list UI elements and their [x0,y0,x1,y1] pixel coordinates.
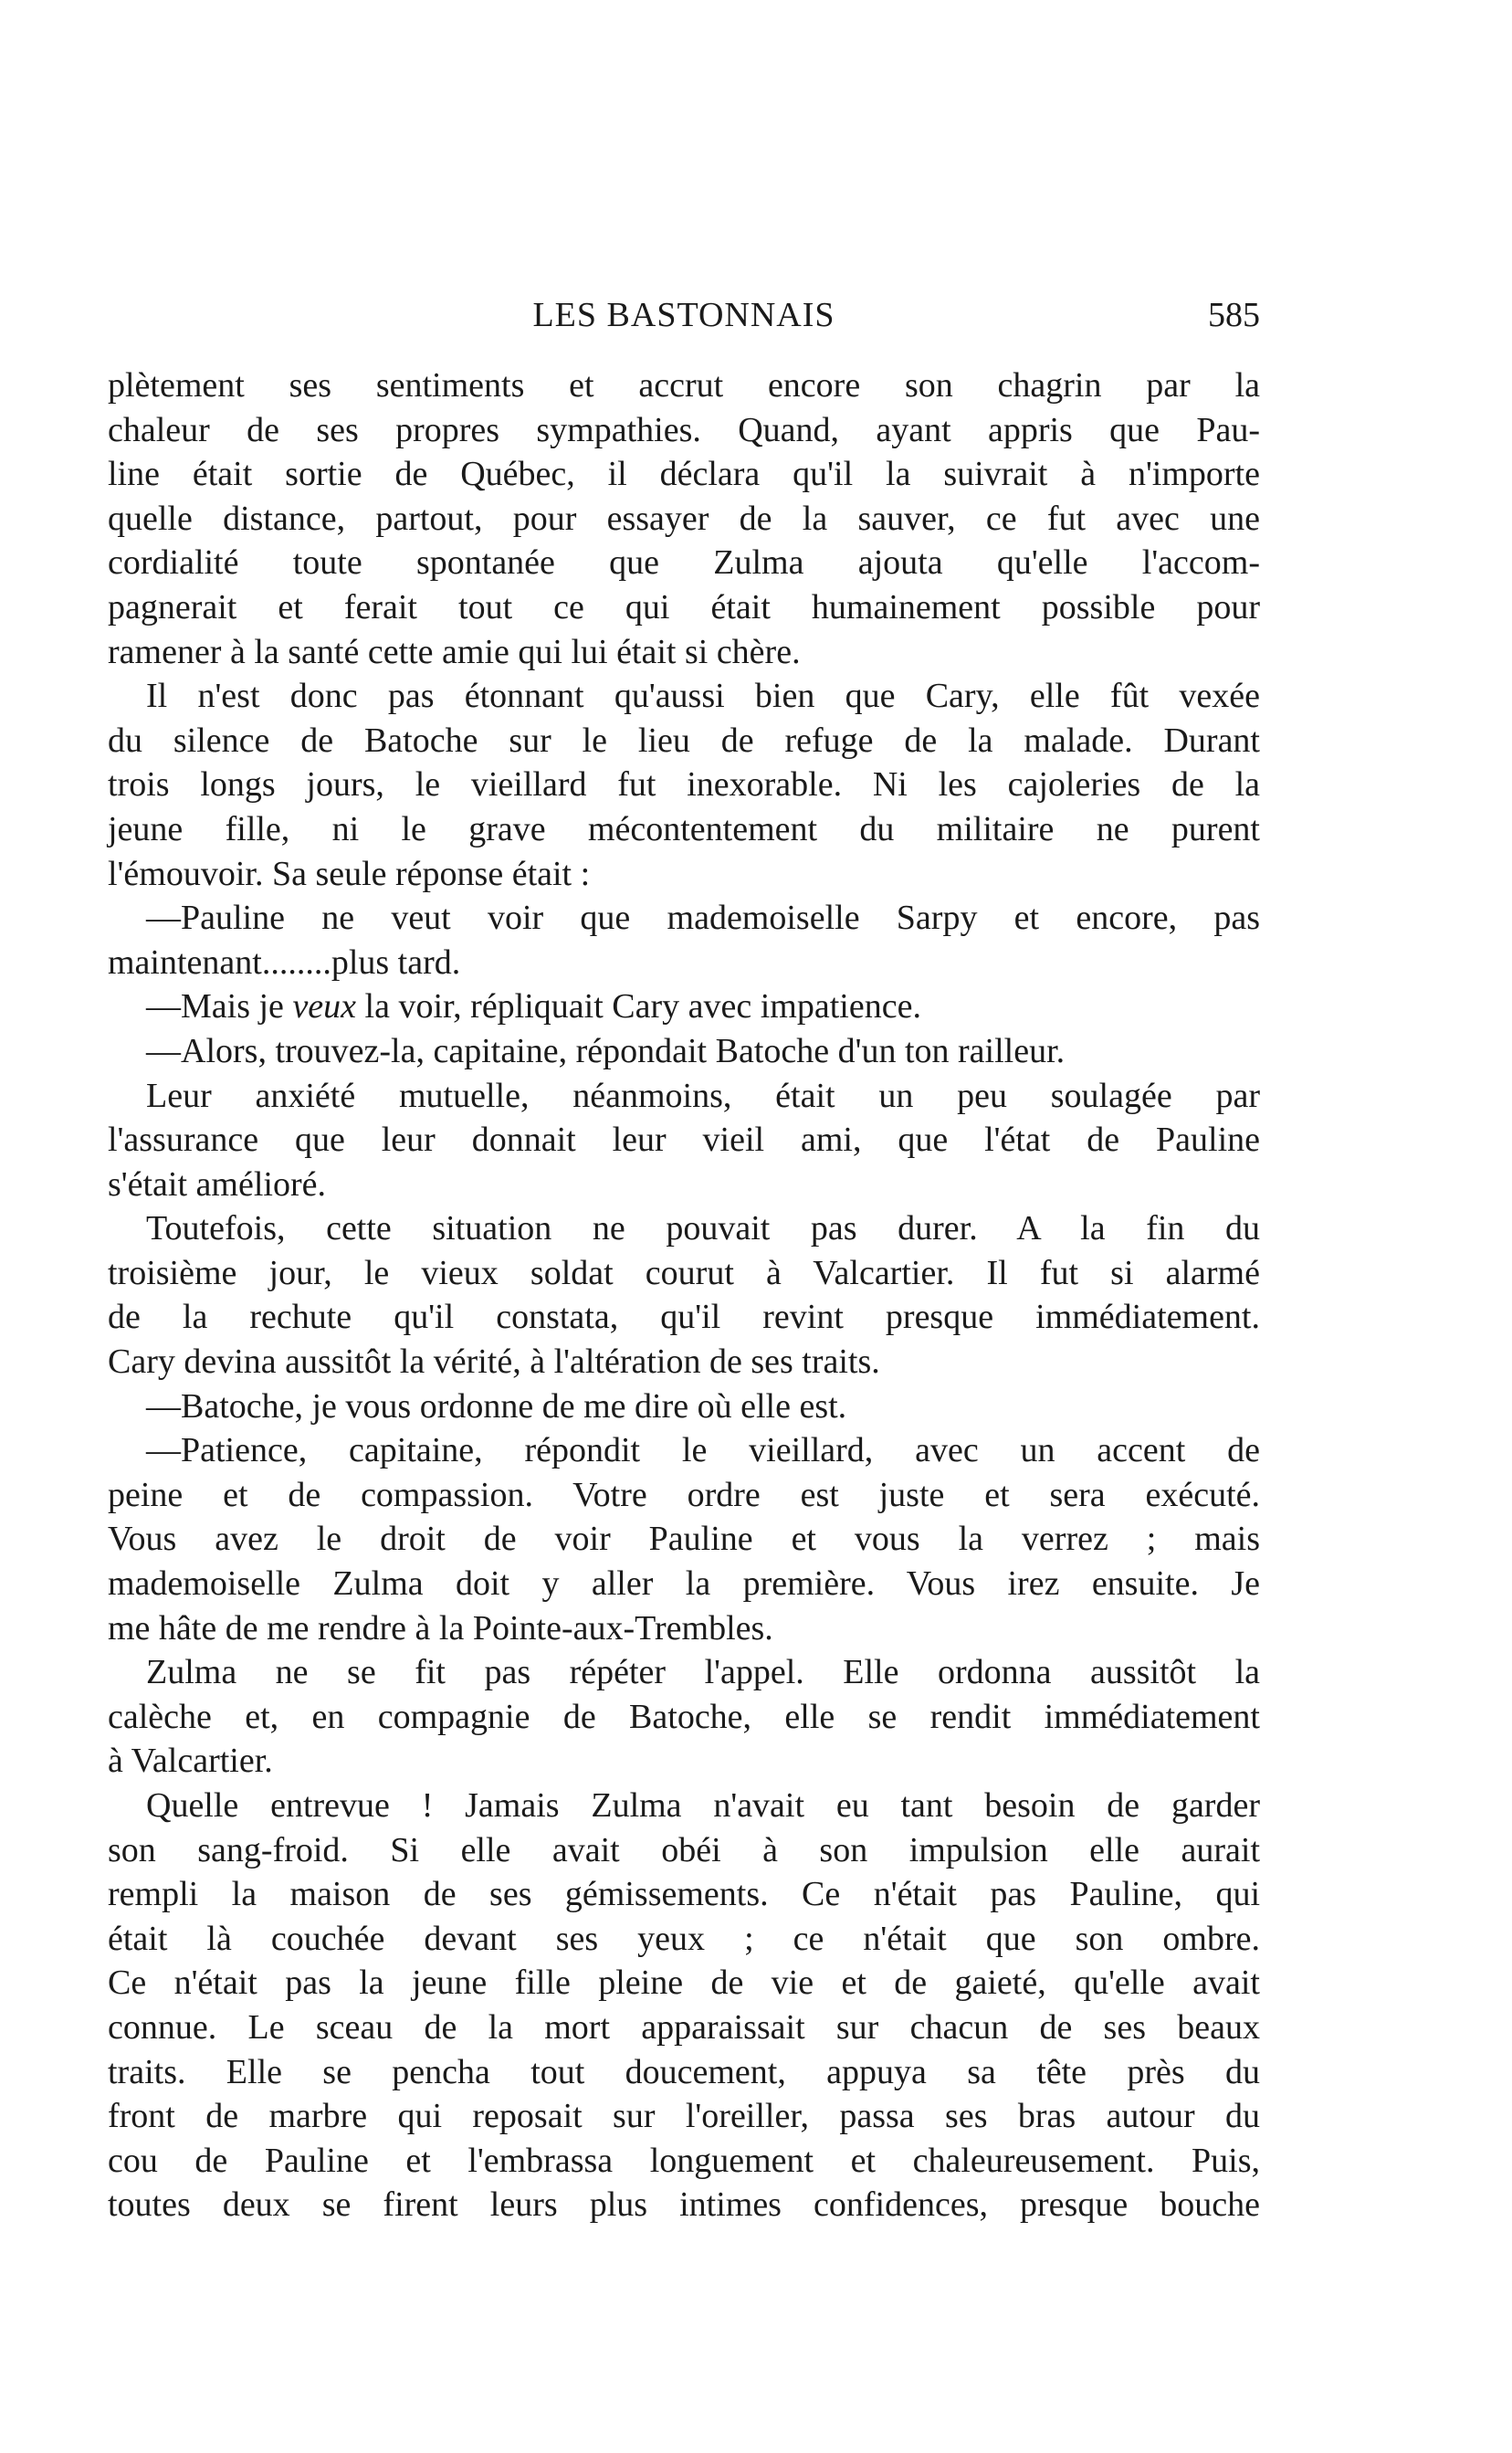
text-line: Il n'est donc pas étonnant qu'aussi bien que Cary, elle fût vexée [146,677,1260,716]
text-line: traits. Elle se pencha tout doucement, appuya sa tête près du [108,2052,1260,2091]
text-line: cou de Pauline et l'embrassa longuement et chaleureusement. Puis, [108,2141,1260,2180]
text-line: l'émouvoir. Sa seule réponse était : [108,854,591,893]
text-line: troisième jour, le vieux soldat courut à Valcartier. Il fut si alarmé [108,1253,1260,1292]
text-line: maintenant........plus tard. [108,942,461,982]
text-line: plètement ses sentiments et accrut encore son chagrin par la [108,366,1260,405]
text-line: Vous avez le droit de voir Pauline et vous la verrez ; mais [108,1520,1260,1559]
text-line: —Mais je veux la voir, répliquait Cary avec impatience. [146,987,921,1026]
text-line: de la rechute qu'il constata, qu'il revint presque immédiatement. [108,1298,1260,1337]
text-line: l'assurance que leur donnait leur vieil ami, que l'état de Pauline [108,1121,1260,1160]
text-line: —Pauline ne veut voir que mademoiselle Sarpy et encore, pas [146,899,1260,938]
text-line: pagnerait et ferait tout ce qui était humainement possible pour [108,587,1260,626]
text-line: toutes deux se firent leurs plus intimes confidences, presque bouche [108,2185,1260,2225]
text-line: Cary devina aussitôt la vérité, à l'altération de ses traits. [108,1342,880,1382]
text-line: line était sortie de Québec, il déclara qu'il la suivrait à n'importe [108,455,1260,494]
text-line: trois longs jours, le vieillard fut inexorable. Ni les cajoleries de la [108,765,1260,805]
text-line: du silence de Batoche sur le lieu de refuge de la malade. Durant [108,721,1260,760]
text-line: jeune fille, ni le grave mécontentement du militaire ne purent [108,809,1260,848]
text-line: calèche et, en compagnie de Batoche, elle se rendit immédiatement [108,1697,1260,1736]
text-line: son sang-froid. Si elle avait obéi à son impulsion elle aurait [108,1830,1260,1869]
text-line: connue. Le sceau de la mort apparaissait sur chacun de ses beaux [108,2007,1260,2047]
running-title: LES BASTONNAIS [532,296,835,334]
text-line: ramener à la santé cette amie qui lui était si chère. [108,632,801,671]
text-line: était là couchée devant ses yeux ; ce n'était que son ombre. [108,1919,1260,1958]
text-line: Toutefois, cette situation ne pouvait pas durer. A la fin du [146,1209,1260,1248]
running-header [108,292,1260,338]
page-number: 585 [1208,296,1260,334]
text-line: —Patience, capitaine, répondit le vieillard, avec un accent de [146,1431,1260,1470]
text-line: Quelle entrevue ! Jamais Zulma n'avait eu tant besoin de garder [146,1786,1260,1825]
text-line: me hâte de me rendre à la Pointe-aux-Trembles. [108,1608,773,1648]
text-line: front de marbre qui reposait sur l'oreiller, passa ses bras autour du [108,2097,1260,2136]
text-line: —Batoche, je vous ordonne de me dire où elle est. [146,1386,847,1426]
text-line: peine et de compassion. Votre ordre est juste et sera exécuté. [108,1475,1260,1514]
text-line: cordialité toute spontanée que Zulma ajouta qu'elle l'accom- [108,543,1260,583]
text-line: mademoiselle Zulma doit y aller la première. Vous irez ensuite. Je [108,1564,1260,1604]
text-line: s'était amélioré. [108,1164,326,1204]
text-line: Zulma ne se fit pas répéter l'appel. Elle ordonna aussitôt la [146,1653,1260,1692]
body-text [108,363,1260,2227]
text-line: quelle distance, partout, pour essayer de la sauver, ce fut avec une [108,499,1260,538]
text-line: Ce n'était pas la jeune fille pleine de vie et de gaieté, qu'elle avait [108,1963,1260,2003]
text-line: chaleur de ses propres sympathies. Quand, ayant appris que Pau- [108,410,1260,449]
text-line: rempli la maison de ses gémissements. Ce n'était pas Pauline, qui [108,1875,1260,1914]
text-line: Leur anxiété mutuelle, néanmoins, était un peu soulagée par [146,1076,1260,1115]
text-line: à Valcartier. [108,1742,273,1781]
text-line: —Alors, trouvez-la, capitaine, répondait Batoche d'un ton railleur. [146,1031,1066,1070]
